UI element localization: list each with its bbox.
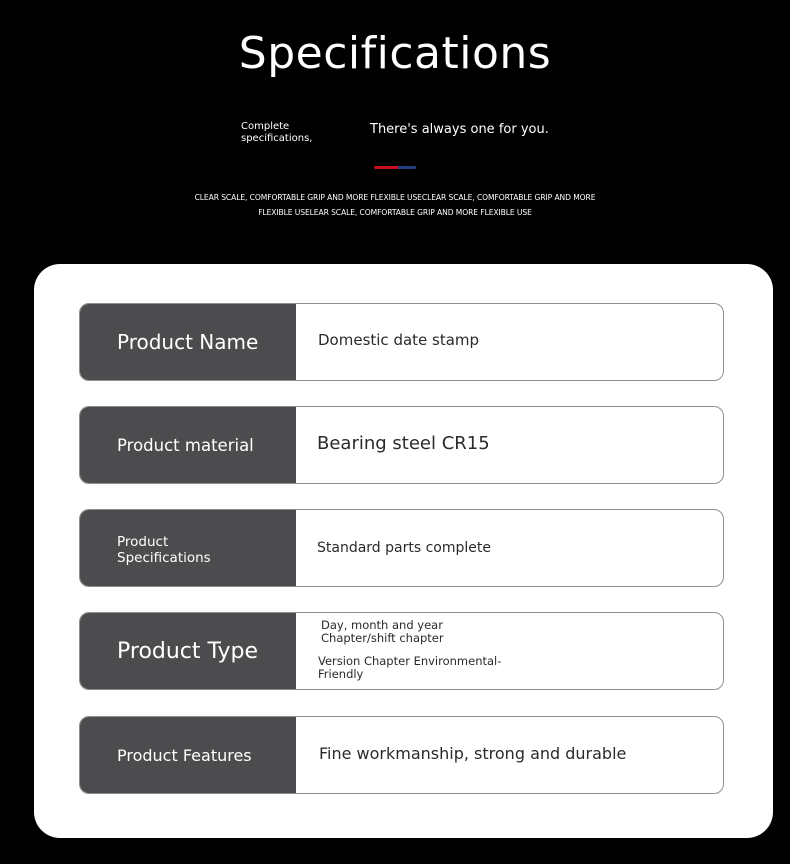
spec-value: Standard parts complete — [317, 540, 491, 556]
tagline: CLEAR SCALE, COMFORTABLE GRIP AND MORE FLEXIBLE USECLEAR SCALE, COMFORTABLE GRIP AND MORE FLEXIBLE USELEAR SCALE, COMFORTABLE GRIP AND MORE FLEXIBLE USE — [194, 193, 596, 217]
spec-value-line-1: Day, month and year Chapter/shift chapter — [321, 618, 444, 645]
spec-value: Fine workmanship, strong and durable — [319, 744, 627, 763]
spec-label: Product Type — [80, 613, 296, 689]
spec-row-product-specifications — [79, 509, 724, 587]
spec-label: Product material — [80, 407, 296, 483]
spec-card — [34, 264, 773, 838]
spec-label: Product Features — [80, 717, 296, 793]
accent-divider — [374, 166, 416, 169]
spec-label-wrapper — [80, 510, 296, 586]
spec-label: Product Name — [80, 304, 296, 380]
spec-row-product-name — [79, 303, 724, 381]
spec-value: Bearing steel CR15 — [317, 433, 490, 454]
subtitle-right: There's always one for you. — [370, 122, 549, 137]
spec-row-product-material — [79, 406, 724, 484]
spec-label: Product Specifications — [117, 534, 211, 566]
accent-divider-blue — [398, 166, 416, 169]
spec-value-line-2: Version Chapter Environmental-Friendly — [318, 654, 502, 681]
subtitle-left: Complete specifications, — [241, 121, 313, 144]
accent-divider-red — [374, 166, 398, 169]
page-title: Specifications — [238, 28, 552, 79]
spec-row-product-type — [79, 612, 724, 690]
spec-row-product-features — [79, 716, 724, 794]
spec-value — [296, 613, 723, 689]
spec-value: Domestic date stamp — [318, 331, 480, 349]
